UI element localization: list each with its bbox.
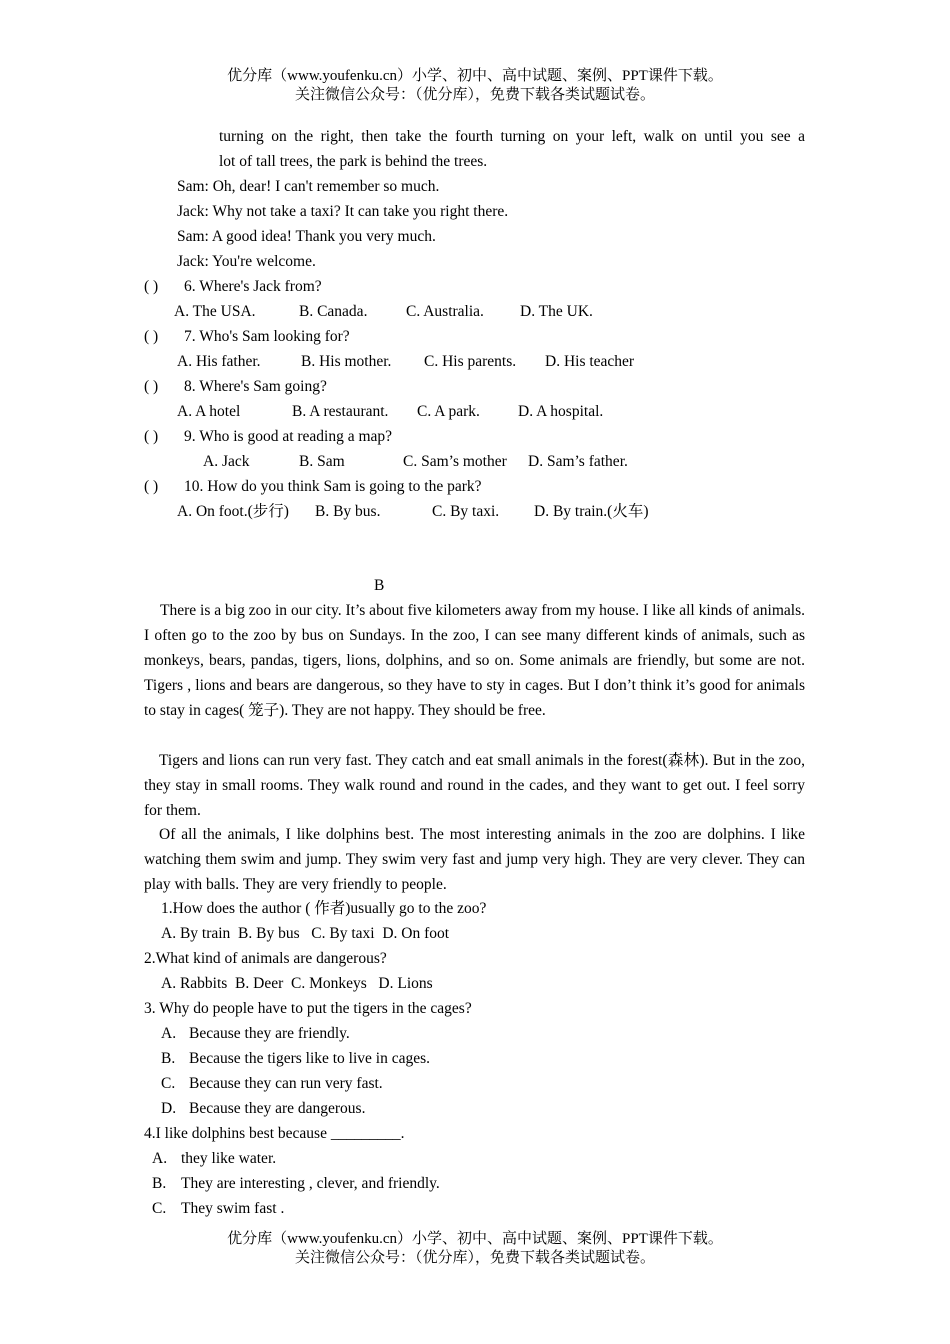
option: D. A hospital. (518, 403, 604, 420)
question-b2: 2.What kind of animals are dangerous? (144, 950, 387, 967)
option-text: They swim fast . (181, 1200, 285, 1217)
option-letter: A. (161, 1025, 177, 1042)
option: A. His father. (177, 353, 261, 370)
answer-blank[interactable]: ( ) (144, 328, 159, 345)
dialogue-line: Sam: Oh, dear! I can't remember so much. (177, 178, 440, 195)
page-header (0, 67, 950, 105)
question-8 (144, 377, 327, 397)
question-b1-options: A. By train B. By bus C. By taxi D. On foot (161, 925, 450, 942)
option: B. His mother. (301, 353, 392, 370)
option: D. Sam’s father. (528, 453, 628, 470)
option: B. By bus. (315, 503, 381, 520)
answer-blank[interactable]: ( ) (144, 428, 159, 445)
option: C. Australia. (406, 303, 484, 320)
option-text: Because they can run very fast. (189, 1075, 383, 1092)
question-text: 6. Where's Jack from? (184, 278, 322, 295)
question-text: 10. How do you think Sam is going to the park? (184, 478, 482, 495)
option: B. A restaurant. (292, 403, 389, 420)
option (161, 1049, 430, 1069)
option: D. By train.(火车) (534, 503, 649, 520)
dialogue-continuation-1: turning on the right, then take the fourth turning on your left, walk on until you see a (219, 128, 805, 145)
option-text: they like water. (181, 1150, 277, 1167)
option-letter: B. (152, 1175, 167, 1192)
passage-paragraph-3: Of all the animals, I like dolphins best. The most interesting animals in the zoo are dolphins. I like watching them swim and jump. They swim very fast and jump very high. They are very clever. They can play with balls. They are very friendly to people. (144, 826, 805, 893)
option: C. By taxi. (432, 503, 500, 520)
option (161, 1099, 365, 1119)
option: C. His parents. (424, 353, 517, 370)
option-letter: B. (161, 1050, 176, 1067)
question-6 (144, 277, 322, 297)
option-text: Because they are friendly. (189, 1025, 350, 1042)
option-text: Because they are dangerous. (189, 1100, 366, 1117)
option: C. Sam’s mother (403, 453, 507, 470)
question-text: 7. Who's Sam looking for? (184, 328, 350, 345)
question-7 (144, 327, 350, 347)
answer-blank[interactable]: ( ) (144, 378, 159, 395)
answer-blank[interactable]: ( ) (144, 478, 159, 495)
header-line-2: 关注微信公众号：（优分库），免费下载各类试题试卷。 (294, 87, 655, 103)
question-b1: 1.How does the author ( 作者)usually go to the zoo? (161, 900, 487, 917)
option: D. The UK. (520, 303, 593, 320)
dialogue-line: Jack: Why not take a taxi? It can take you right there. (177, 203, 509, 220)
section-title: B (374, 577, 385, 594)
option-text: Because the tigers like to live in cages. (189, 1050, 431, 1067)
option: C. A park. (417, 403, 480, 420)
option (161, 1024, 350, 1044)
dialogue-line: Jack: You're welcome. (177, 253, 316, 270)
option: D. His teacher (545, 353, 635, 370)
question-10 (144, 477, 482, 497)
option: B. Sam (299, 453, 345, 470)
option: A. On foot.(步行) (177, 503, 289, 520)
footer-line-1: 优分库（www.youfenku.cn）小学、初中、高中试题、案例、PPT课件下载。 (227, 1231, 723, 1247)
question-9 (144, 427, 392, 447)
page-footer (0, 1230, 950, 1268)
option-letter: D. (161, 1100, 177, 1117)
question-text: 8. Where's Sam going? (184, 378, 327, 395)
option-letter: A. (152, 1150, 168, 1167)
option-letter: C. (152, 1200, 167, 1217)
question-b3: 3. Why do people have to put the tigers in the cages? (144, 1000, 472, 1017)
answer-blank[interactable]: ( ) (144, 278, 159, 295)
option: A. Jack (203, 453, 250, 470)
option (161, 1074, 383, 1094)
option-letter: C. (161, 1075, 176, 1092)
option (152, 1174, 440, 1194)
header-line-1: 优分库（www.youfenku.cn）小学、初中、高中试题、案例、PPT课件下载。 (227, 68, 723, 84)
passage-paragraph-1: There is a big zoo in our city. It’s about five kilometers away from my house. I like all kinds of animals. I often go to the zoo by bus on Sundays. In the zoo, I can see many different kinds of animals, such as monkeys, bears, pandas, tigers, lions, dolphins, and so on. Some animals are friendly, but some are not. Tigers , lions and bears are dangerous, so they have to sty in cages. But I don’t think it’s good for animals to stay in cages( 笼子). They are not happy. They should be free. (144, 602, 805, 719)
option (152, 1149, 276, 1169)
dialogue-continuation-2: lot of tall trees, the park is behind the trees. (219, 153, 488, 170)
option-text: They are interesting , clever, and friendly. (181, 1175, 440, 1192)
question-b2-options: A. Rabbits B. Deer C. Monkeys D. Lions (161, 975, 433, 992)
question-b4: 4.I like dolphins best because _________. (144, 1125, 405, 1142)
question-text: 9. Who is good at reading a map? (184, 428, 393, 445)
passage-paragraph-2: Tigers and lions can run very fast. They catch and eat small animals in the forest(森林). But in the zoo, they stay in small rooms. They walk round and round in the cades, and they want to get out. I feel sorry for them. (144, 752, 805, 819)
option: A. The USA. (174, 303, 256, 320)
option: A. A hotel (177, 403, 241, 420)
option (152, 1199, 284, 1219)
option: B. Canada. (299, 303, 368, 320)
footer-line-2: 关注微信公众号：（优分库），免费下载各类试题试卷。 (294, 1250, 655, 1266)
dialogue-line: Sam: A good idea! Thank you very much. (177, 228, 436, 245)
